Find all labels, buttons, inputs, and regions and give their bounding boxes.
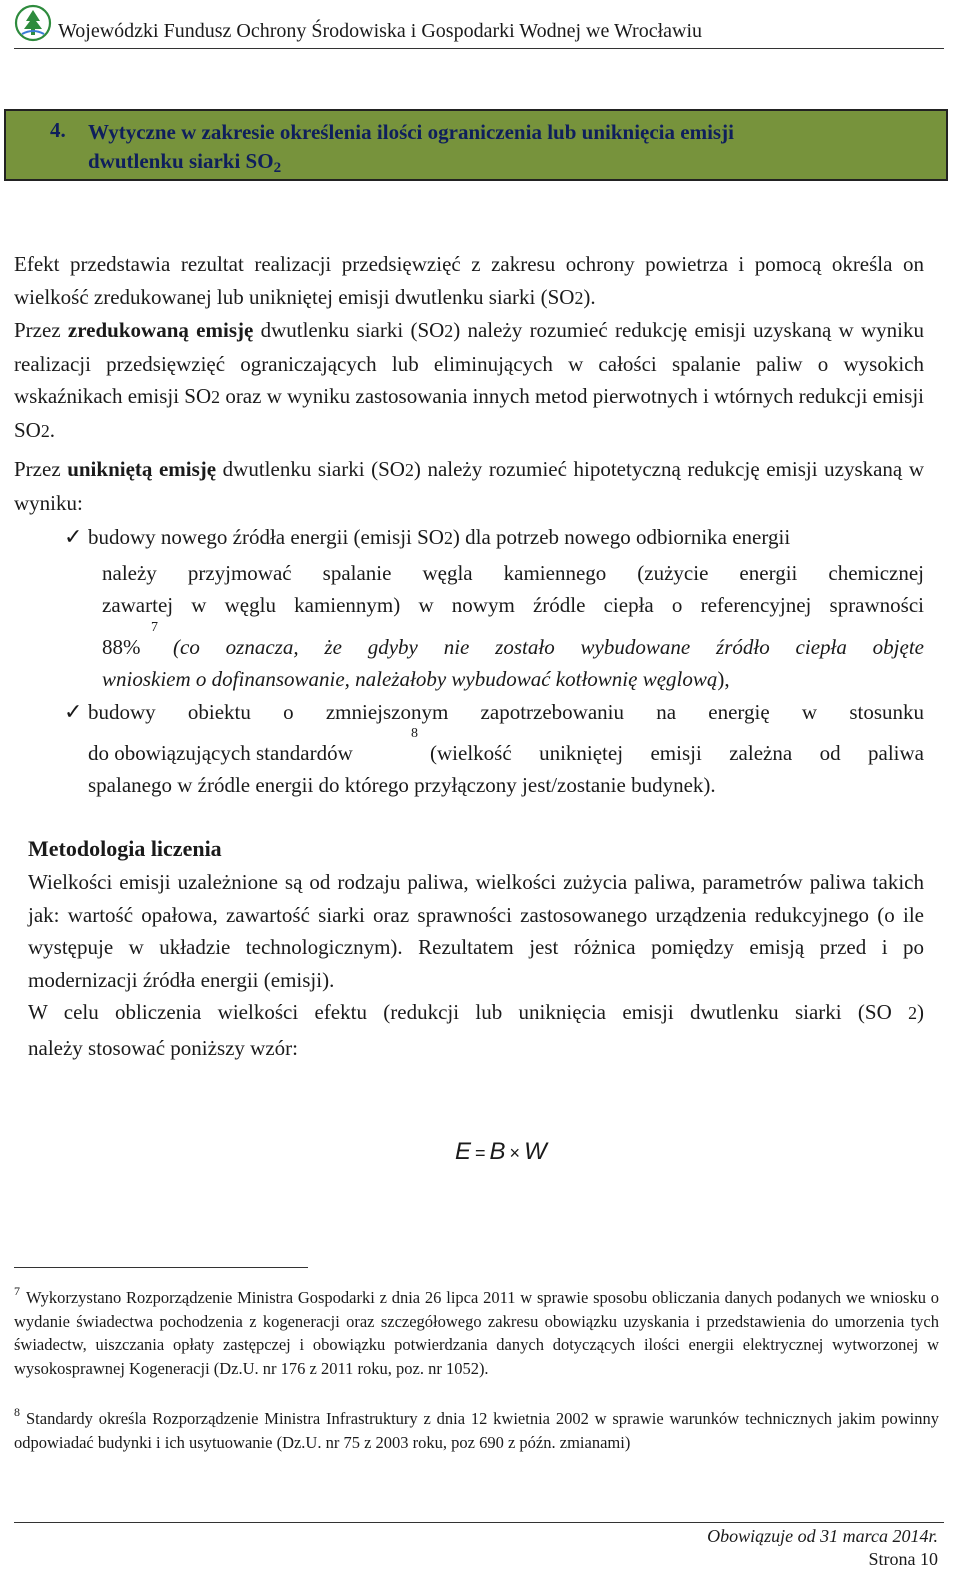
bullet-2-line-3: spalanego w źródle energii do którego przyłączony jest/zostanie budynek). <box>88 773 716 797</box>
bullet-1-line-2: należy przyjmować spalanie węgla kamiennego (zużycie energii chemicznej <box>102 561 924 585</box>
formula-equals: = <box>475 1143 486 1163</box>
bullet-1-italic-line-1: (co oznacza, że gdyby nie zostało wybudowane źródło ciepła objęte <box>173 635 924 659</box>
footnote-7: $^7$ Wykorzystano Rozporządzenie Ministra Gospodarki z dnia 26 lipca 2011 w sprawie sposobu obliczania danych podanych we wniosku o wydanie świadectwa pochodzenia z kogeneracji oraz szczegółowego zakresu obowiązku uzyskania i przedstawienia do umorzenia tych świadectw, uiszczania opłaty zastępczej i obowiązku potwierdzania danych dotyczących ilości energii elektrycznej wytworzonej w wysokosprawnej Kogeneracji (Dz.U. nr 176 z 2011 roku, poz. nr 1052). <box>14 1284 939 1378</box>
section-title-line2: dwutlenku siarki SO <box>88 149 274 173</box>
formula-w: W <box>524 1138 547 1165</box>
term-avoided-emission: unikniętą emisję <box>67 457 217 481</box>
formula-intro-line-1: W celu obliczenia wielkości efektu (redukcji lub uniknięcia emisji dwutlenku siarki (SO 2) <box>28 1000 924 1024</box>
bullet-2-line-2a: do obowiązujących standardów <box>88 741 353 765</box>
footnote-ref-7: 7 <box>151 620 158 635</box>
intro-paragraph-3: Przez unikniętą emisję dwutlenku siarki (SO2) należy rozumieć hipotetyczną redukcję emisji uzyskaną w wyniku: <box>14 457 924 515</box>
bullet-1-line-3: zawartej w węglu kamiennym) w nowym źródle ciepła o referencyjnej sprawności <box>102 593 924 617</box>
tree-logo-icon <box>14 4 52 42</box>
formula-intro-line-2: należy stosować poniższy wzór: <box>28 1036 298 1060</box>
page-number: Strona 10 <box>868 1549 938 1569</box>
term-reduced-emission: zredukowaną emisję <box>67 318 254 342</box>
formula-times: × <box>509 1143 521 1163</box>
bullet-1-italic-line-2: wnioskiem o dofinansowanie, należałoby wybudować kotłownię węglową), <box>102 667 730 691</box>
footnote-8: $^8$ Standardy określa Rozporządzenie Ministra Infrastruktury z dnia 12 kwietnia 2002 w sprawie warunków technicznych jakim powinny odpowiadać budynki i ich usytuowanie (Dz.U. nr 75 z 2003 roku, poz 690 z późn. zmianami) <box>14 1405 939 1452</box>
methodology-heading: Metodologia liczenia <box>28 836 222 861</box>
validity-date: Obowiązuje od 31 marca 2014r. <box>707 1526 938 1546</box>
footer-separator <box>14 1522 944 1523</box>
checkmark-icon: ✓ <box>64 524 83 549</box>
bullet-1-percent: 88% <box>102 635 141 659</box>
checkmark-icon: ✓ <box>64 699 83 724</box>
section-title <box>88 118 908 179</box>
footnote-separator <box>14 1267 308 1268</box>
intro-paragraph-2: Przez zredukowaną emisję dwutlenku siarki (SO2) należy rozumieć redukcję emisji uzyskaną w wyniku realizacji przedsięwzięć ograniczających lub eliminujących w całości spalanie paliw o wysokich wskaźnikach emisji SO2 oraz w wyniku zastosowania innych metod pierwotnych i wtórnych redukcji emisji SO2. <box>14 318 924 442</box>
page-header <box>14 4 944 49</box>
bullet-2-line-1: budowy obiektu o zmniejszonym zapotrzebowaniu na energię w stosunku <box>88 700 924 724</box>
formula-e: E <box>455 1138 472 1165</box>
formula-b: B <box>489 1138 506 1165</box>
emission-formula <box>455 1138 547 1166</box>
methodology-paragraph: Wielkości emisji uzależnione są od rodzaju paliwa, wielkości zużycia paliwa, parametrów paliwa takich jak: wartość opałowa, zawartość siarki oraz sprawności zastosowanego urządzenia redukcyjnego (o ile występuje w układzie technologicznym). Rezultatem jest różnica pomiędzy emisją przed i po modernizacji źródła energii (emisji). <box>28 870 924 992</box>
subscript: 2 <box>273 159 282 176</box>
bullet-1-line-1: budowy nowego źródła energii (emisji SO2) dla potrzeb nowego odbiornika energii <box>88 525 791 549</box>
section-title-line1: Wytyczne w zakresie określenia ilości ograniczenia lub uniknięcia emisji <box>88 120 734 144</box>
section-number: 4. <box>50 118 66 142</box>
bullet-2-line-2b: (wielkość unikniętej emisji zależna od paliwa <box>430 741 924 765</box>
intro-paragraph-1: Efekt przedstawia rezultat realizacji przedsięwzięć z zakresu ochrony powietrza i pomocą określa on wielkość zredukowanej lub unikniętej emisji dwutlenku siarki (SO2). <box>14 252 924 309</box>
organization-name: Wojewódzki Fundusz Ochrony Środowiska i Gospodarki Wodnej we Wrocławiu <box>58 20 703 42</box>
footnote-ref-8: 8 <box>411 726 418 741</box>
